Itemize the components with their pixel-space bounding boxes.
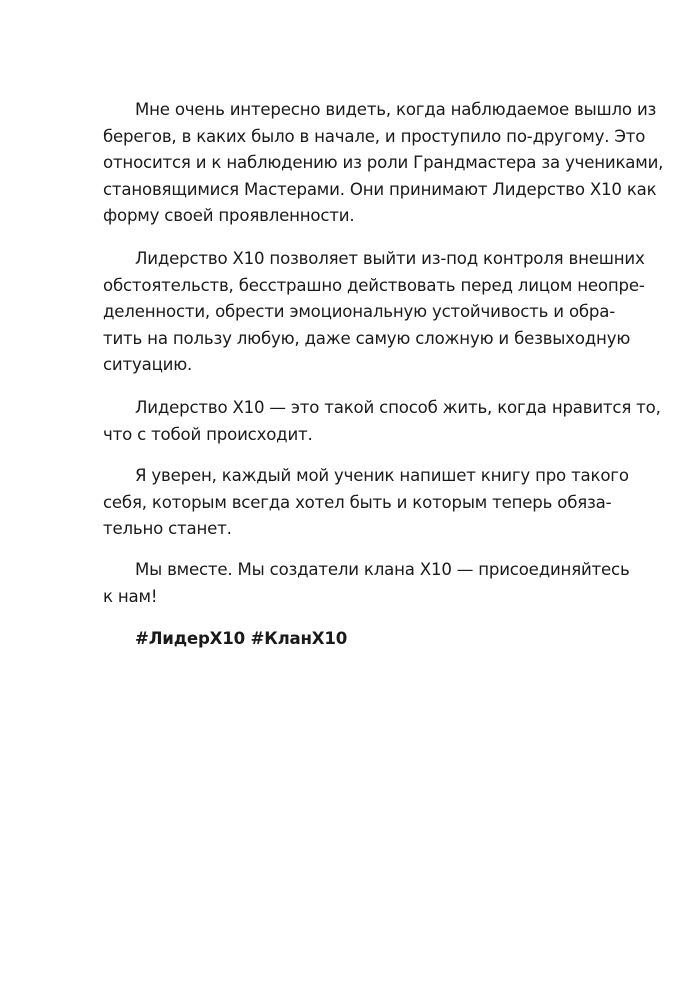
paragraph-3 [103,395,661,448]
paragraph-line: обстоятельств, бесстрашно действовать перед лицом неопре- [103,275,645,295]
paragraph-line: деленности, обрести эмоциональную устойчивость и обра- [103,302,616,321]
paragraph-line: ситуацию. [103,355,193,374]
paragraph-line: себя, которым всегда хотел быть и которым теперь обяза- [103,492,612,512]
paragraph-4 [103,463,629,543]
paragraph-line: Я уверен, каждый мой ученик напишет книгу про такого [135,466,629,485]
paragraph-line: Мы вместе. Мы создатели клана Х10 — присоединяйтесь [135,560,630,579]
paragraph-line: становящимися Мастерами. Они принимают Лидерство Х10 как [103,179,657,199]
paragraph-line: берегов, в каких было в начале, и проступило по-другому. Это [103,126,646,146]
paragraph-line: Мне очень интересно видеть, когда наблюдаемое вышло из [135,100,657,119]
paragraph-line: к нам! [103,586,158,606]
paragraph-2 [103,246,645,379]
paragraph-1 [103,97,664,230]
hashtags: #ЛидерХ10 #КланХ10 [135,629,348,648]
paragraph-line: что с тобой происходит. [103,424,313,444]
paragraph-line: Лидерство Х10 — это такой способ жить, когда нравится то, [135,398,661,417]
paragraph-line: Лидерство Х10 позволяет выйти из-под контроля внешних [135,249,645,268]
paragraph-5 [103,557,630,610]
paragraph-line: относится и к наблюдению из роли Грандмастера за учениками, [103,153,664,172]
paragraph-line: форму своей проявленности. [103,206,355,225]
paragraph-line: тельно станет. [103,519,232,538]
paragraph-line: тить на пользу любую, даже самую сложную и безвыходную [103,328,631,348]
